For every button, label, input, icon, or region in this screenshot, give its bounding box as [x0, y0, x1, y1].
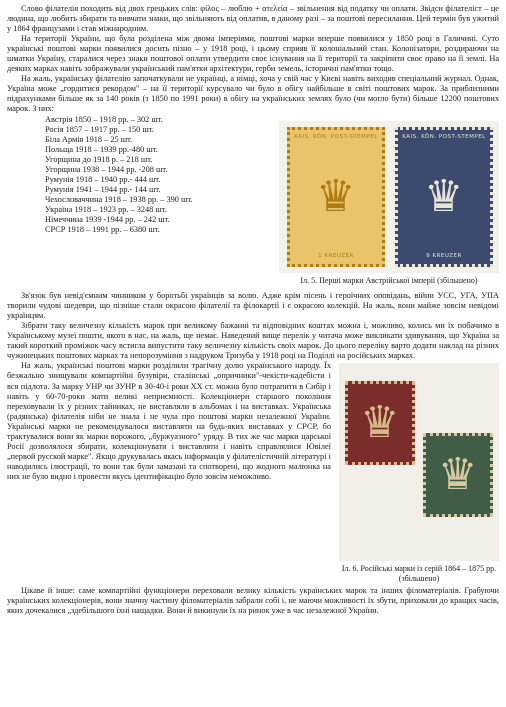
list-item: Біла Армія 1918 – 25 шт.: [45, 134, 133, 144]
stamp-value-label: 9 KREUZER: [426, 253, 462, 260]
list-item: Україна 1918 – 1923 рр. – 3248 шт.: [45, 204, 167, 214]
list-item: Німеччина 1939 -1944 рр. – 242 шт.: [45, 214, 170, 224]
paragraph: Зібрати таку величезну кількість марок при великому бажанні та відповідних коштах можна і, можливо, колись ми їх побачимо в Українському музеї пошти, якого в нас, на жаль, ще немає. Наведений вище перелік у читача може викликати здивування, що Україна за такий короткий проміжок часу встигла випустити таку величезну кількість своїх марок. До цього переліку варто додати наклад на різних чужинецьких поштових марках та непорозуміння з надруком Тризуба у 1918 році на Поділлі на російських марках.: [7, 321, 499, 361]
stamps-photo: [279, 121, 499, 273]
list-item: Румунія 1918 – 1940 рр.- 444 шт.: [45, 174, 161, 184]
stamp-top-label: KAIS. KÖN. POST-STEMPEL: [294, 133, 378, 140]
list-item: Чехословаччина 1918 – 1938 рр. – 390 шт.: [45, 194, 193, 204]
paragraph: На жаль, українську філателію започаткували не українці, а німці, хоча у свій час у Києві навіть виходив спеціальний журнал. Однак, Україна може „горднтися рекордом" – на її території курсувало чи було в обігу найбільше в світі поштових марок. За приблизними підрахунками більше як за 140 років (з 1850 по 1991 роки) в обігу на українських землях було (чи могло бути) більше 12200 поштових марок. З них:: [7, 74, 499, 114]
double-eagle-icon: ♛: [360, 397, 400, 449]
list-item: Росія 1857 – 1917 рр. – 150 шт.: [45, 124, 154, 134]
figure-austrian-stamps: [279, 121, 499, 286]
paragraph: Слово філателія походить від двох грецьких слів: φίλος – люблю + ατελεία – звільнення від податку чи оплати. Звідси філателіст – це людина, що любить збирати та вивчати знаки, що звільняють від оплатив, в даному разі – за поштові пересилання. Цей термін був ужитий у 1864 французами і став міжнародним.: [7, 4, 499, 34]
stamp-russian-red: [345, 381, 415, 465]
figure-caption: Іл. 6. Російські марки із серій 1864 – 1875 рр. (збільшено): [341, 564, 497, 584]
double-eagle-icon: ♛: [424, 170, 464, 222]
list-item: Угорщина 1938 – 1944 рр. -208 шт.: [45, 164, 168, 174]
stamp-1-kreuzer: [287, 127, 385, 267]
stamp-top-label: KAIS. KÖN. POST-STEMPEL: [402, 133, 486, 140]
list-item: Румунія 1941 – 1944 рр.- 144 шт.: [45, 184, 161, 194]
figure-caption: Іл. 5. Перші марки Австрійської імперії (збільшено): [300, 275, 478, 285]
list-item: Австрія 1850 – 1918 рр. – 302 шт.: [45, 114, 163, 124]
stamp-value-label: 1 KREUZER: [318, 253, 354, 260]
stamp-russian-green: [423, 433, 493, 517]
stamps-photo: [339, 363, 499, 561]
paragraph: На території України, що була розділена між двома імперіями, поштові марки вперше появилися у 1850 році в Галичині. Суто українські поштові марки появилися досить пізно – у 1918 році, і цьому сприяв її колоніальний стан. Колонізатори, роздираючи на шматки Україну, старалися через знаки поштової оплати утвердити своє існування на її території та закріпити своє право на її землі. На деяких марках навіть зображували український пам'ятки архітектури, герби земель, історичні пам'ятки тощо.: [7, 34, 499, 74]
paragraph: Зв'язок був невід'ємним чинником у боротьбі українців за волю. Адже крім пісень і героїчних оповідань, війни УСС, УГА, УПА творили чудові шедеври, що пізніше стали окрасою філателії та філокартії і є окрасою колекцій. На жаль, вони майже зовсім невідомі українцям.: [7, 291, 499, 321]
list-item: Польща 1918 – 1939 рр.-480 шт.: [45, 144, 158, 154]
double-eagle-icon: ♛: [316, 170, 356, 222]
paragraph: Цікаве й інше: саме компартійні функціонери переховали велику кількість українських марок та інших філоматеріалів. Грабуючи українських колекціонерів, вони значну частину філоматеріалів забрали собі і, не маючи можливості їх збути, приховали до кращих часів, яких дочекалися „здебільшого їхні нащадки. Вони й викинули їх на ринок уже в час незалежної України.: [7, 585, 499, 615]
figure-russian-stamps: [339, 363, 499, 583]
double-eagle-icon: ♛: [438, 449, 478, 501]
article-page: [7, 4, 499, 616]
list-item: Угорщина до 1918 р. – 218 шт.: [45, 154, 153, 164]
list-item: СРСР 1918 – 1991 рр. – 6380 шт.: [45, 225, 160, 235]
paragraph: На жаль, українські поштові марки розділили трагічну долю українського народу. Їх безжально знищували компартійні бузувіри, сталінські „опричники"-чекісти-кадебісти і вся підлота. За марку УНР чи ЗУНР в 30-40-і роки ХХ ст. можна було потрапити в Сибір і навіть у 60-70-роки мати великі неприємності. Колекціонери старшого покоління переховували їх у різних тайниках, не виставляли в альбомах і на виставках. Українська (радянська) філателія ніби не знала і не чула про поштові марки незалежної України. Українські марки не рекомендувалося виставляти на будь-яких виставках у СРСР, бо трактувалися вони як марки ворожого, „буржуазного" уряду. В тих же час марки царської Росії дозволялося збирати, колекціонувати і виставляти і навіть справлялися Ювілеї „первой русской марке". Якщо друкувалась якась інформація у філателістичній літературі і наводились ілюстрації, то вони так були замазані та спотворені, що жодного малюнка на них не було видно і провести якусь ідентифікацію було зовсім неможливо.: [7, 361, 331, 481]
stamp-9-kreuzer: [395, 127, 493, 267]
